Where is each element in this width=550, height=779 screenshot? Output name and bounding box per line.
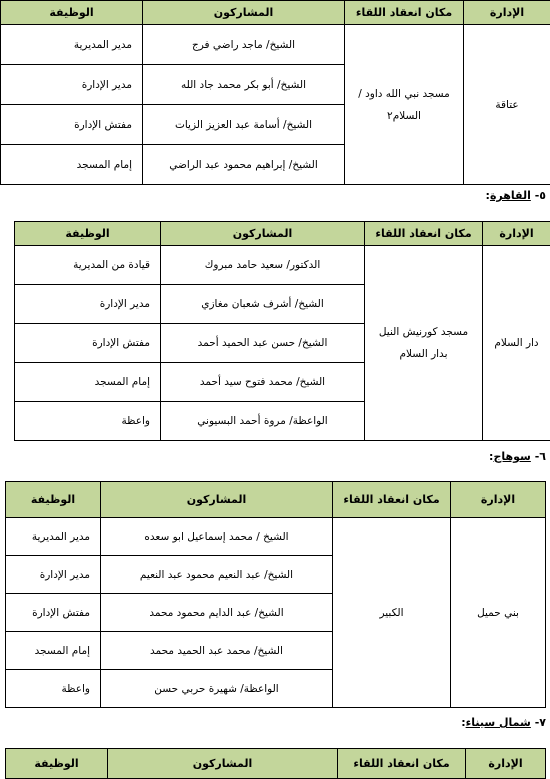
table-row: [1, 25, 550, 65]
table-ataqa: [0, 0, 550, 185]
admin-cell: بني حميل: [451, 518, 546, 708]
section-number: ٦-: [535, 450, 546, 463]
admin-cell: دار السلام: [483, 246, 550, 441]
header-location: مكان انعقاد اللقاء: [365, 222, 483, 246]
position-cell: مدير المديرية: [1, 25, 143, 65]
header-location: مكان انعقاد اللقاء: [338, 749, 466, 779]
position-cell: واعظة: [15, 402, 161, 441]
header-participants: المشاركون: [143, 1, 345, 25]
position-cell: مفتش الإدارة: [6, 594, 101, 632]
table-cairo: [14, 221, 550, 441]
section-heading-sohag: ٦- سوهاج:: [489, 450, 546, 463]
participant-cell: الشيخ/ عبد النعيم محمود عبد النعيم: [101, 556, 333, 594]
table-header-row: [1, 1, 550, 25]
header-admin: الإدارة: [464, 1, 550, 25]
table-row: [15, 246, 550, 285]
header-participants: المشاركون: [161, 222, 365, 246]
position-cell: مدير الإدارة: [15, 285, 161, 324]
participant-cell: الشيخ / محمد إسماعيل ابو سعده: [101, 518, 333, 556]
table-header-row: [6, 482, 546, 518]
header-participants: المشاركون: [108, 749, 338, 779]
table-header-row: [6, 749, 546, 779]
table-row: [6, 518, 546, 556]
position-cell: إمام المسجد: [1, 145, 143, 185]
section-heading-north-sinai: ٧- شمال سيناء:: [461, 716, 546, 729]
location-line: السلام٢: [349, 105, 459, 127]
participant-cell: الشيخ/ إبراهيم محمود عبد الراضي: [143, 145, 345, 185]
location-line: الكبير: [337, 602, 446, 624]
table-north-sinai: [5, 748, 546, 779]
section-number: ٧-: [535, 716, 546, 729]
header-admin: الإدارة: [483, 222, 550, 246]
table-sohag: [5, 481, 546, 708]
header-position: الوظيفة: [15, 222, 161, 246]
participant-cell: الواعظة/ شهيرة حربي حسن: [101, 670, 333, 708]
position-cell: مدير الإدارة: [1, 65, 143, 105]
section-title: القاهرة: [490, 189, 531, 202]
position-cell: إمام المسجد: [15, 363, 161, 402]
participant-cell: الشيخ/ حسن عبد الحميد أحمد: [161, 324, 365, 363]
position-cell: مفتش الإدارة: [15, 324, 161, 363]
position-cell: إمام المسجد: [6, 632, 101, 670]
location-line: مسجد نبي الله داود /: [349, 83, 459, 105]
section-number: ٥-: [535, 189, 546, 202]
header-admin: الإدارة: [451, 482, 546, 518]
participant-cell: الشيخ/ أبو بكر محمد جاد الله: [143, 65, 345, 105]
header-position: الوظيفة: [6, 749, 108, 779]
location-cell: [365, 246, 483, 441]
section-title: شمال سيناء: [466, 716, 531, 729]
section-title: سوهاج: [493, 450, 530, 463]
position-cell: مفتش الإدارة: [1, 105, 143, 145]
header-position: الوظيفة: [6, 482, 101, 518]
header-admin: الإدارة: [466, 749, 546, 779]
position-cell: قيادة من المديرية: [15, 246, 161, 285]
location-cell: [333, 518, 451, 708]
participant-cell: الواعظة/ مروة أحمد البسيوني: [161, 402, 365, 441]
participant-cell: الشيخ/ أشرف شعبان مغازي: [161, 285, 365, 324]
location-line: بدار السلام: [369, 343, 478, 365]
position-cell: مدير الإدارة: [6, 556, 101, 594]
participant-cell: الشيخ/ ماجد راضي فرج: [143, 25, 345, 65]
table-header-row: [15, 222, 550, 246]
participant-cell: الشيخ/ عبد الدايم محمود محمد: [101, 594, 333, 632]
location-line: مسجد كورنيش النيل: [369, 321, 478, 343]
participant-cell: الشيخ/ محمد عبد الحميد محمد: [101, 632, 333, 670]
position-cell: واعظة: [6, 670, 101, 708]
header-position: الوظيفة: [1, 1, 143, 25]
header-location: مكان انعقاد اللقاء: [333, 482, 451, 518]
section-heading-cairo: ٥- القاهرة:: [486, 189, 546, 202]
position-cell: مدير المديرية: [6, 518, 101, 556]
header-participants: المشاركون: [101, 482, 333, 518]
admin-cell: عتاقة: [464, 25, 550, 185]
header-location: مكان انعقاد اللقاء: [345, 1, 464, 25]
participant-cell: الدكتور/ سعيد حامد مبروك: [161, 246, 365, 285]
location-cell: [345, 25, 464, 185]
participant-cell: الشيخ/ محمد فتوح سيد أحمد: [161, 363, 365, 402]
participant-cell: الشيخ/ أسامة عبد العزيز الزيات: [143, 105, 345, 145]
